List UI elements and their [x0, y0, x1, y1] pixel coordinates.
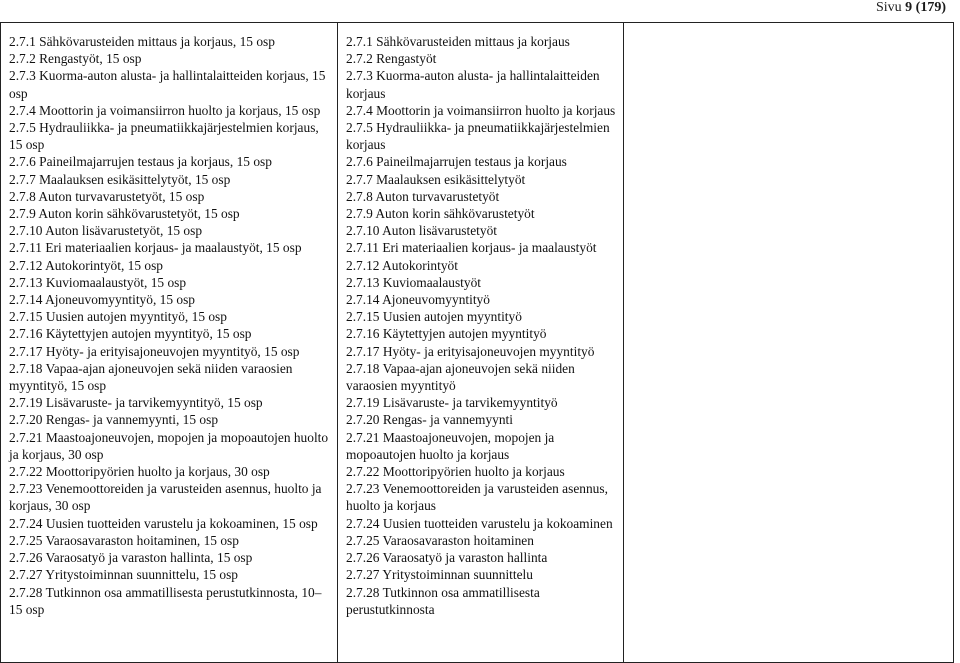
list-item: 2.7.7 Maalauksen esikäsittelytyöt, 15 osp	[9, 171, 231, 187]
list-item: 2.7.17 Hyöty- ja erityisajoneuvojen myyntityö	[346, 343, 595, 359]
list-item: 2.7.23 Venemoottoreiden ja varusteiden asennus, huolto ja korjaus, 30 osp	[9, 481, 322, 514]
list-item: 2.7.27 Yritystoiminnan suunnittelu	[346, 567, 533, 583]
list-item: 2.7.25 Varaosavaraston hoitaminen, 15 osp	[9, 532, 239, 548]
list-item: 2.7.19 Lisävaruste- ja tarvikemyyntityö, 15 osp	[9, 395, 263, 411]
empty-column	[624, 23, 953, 662]
list-item: 2.7.19 Lisävaruste- ja tarvikemyyntityö	[346, 395, 558, 411]
list-item: 2.7.14 Ajoneuvomyyntityö, 15 osp	[9, 292, 195, 308]
list-item: 2.7.24 Uusien tuotteiden varustelu ja kokoaminen	[346, 515, 613, 531]
list-item: 2.7.9 Auton korin sähkövarustetyöt, 15 osp	[9, 206, 240, 222]
list-item: 2.7.1 Sähkövarusteiden mittaus ja korjaus, 15 osp	[9, 34, 275, 49]
list-item: 2.7.26 Varaosatyö ja varaston hallinta	[346, 550, 548, 566]
page-number: 9	[905, 0, 913, 15]
right-column-list	[338, 23, 624, 662]
list-item: 2.7.13 Kuviomaalaustyöt	[346, 274, 482, 290]
list-item: 2.7.5 Hydrauliikka- ja pneumatiikkajärjestelmien korjaus	[346, 120, 610, 153]
list-item: 2.7.11 Eri materiaalien korjaus- ja maalaustyöt, 15 osp	[9, 240, 302, 256]
list-item: 2.7.21 Maastoajoneuvojen, mopojen ja mopoautojen huolto ja korjaus, 30 osp	[9, 429, 329, 462]
list-item: 2.7.18 Vapaa-ajan ajoneuvojen sekä niiden varaosien myyntityö, 15 osp	[9, 360, 293, 394]
list-item: 2.7.16 Käytettyjen autojen myyntityö	[346, 326, 547, 342]
list-item: 2.7.22 Moottoripyörien huolto ja korjaus	[346, 464, 565, 480]
list-item: 2.7.28 Tutkinnon osa ammatillisesta perustutkinnosta	[346, 584, 540, 617]
page-label: Sivu	[875, 0, 906, 15]
list-item: 2.7.21 Maastoajoneuvojen, mopojen ja mopoautojen huolto ja korjaus	[346, 429, 555, 462]
list-item: 2.7.20 Rengas- ja vannemyynti, 15 osp	[9, 412, 219, 428]
list-item: 2.7.28 Tutkinnon osa ammatillisesta perustutkinnosta, 10–15 osp	[9, 584, 322, 617]
list-item: 2.7.23 Venemoottoreiden ja varusteiden asennus, huolto ja korjaus	[346, 481, 608, 514]
list-item: 2.7.17 Hyöty- ja erityisajoneuvojen myyntityö, 15 osp	[9, 343, 300, 359]
list-item: 2.7.9 Auton korin sähkövarustetyöt	[346, 206, 535, 222]
list-item: 2.7.10 Auton lisävarustetyöt	[346, 223, 498, 239]
list-item: 2.7.26 Varaosatyö ja varaston hallinta, 15 osp	[9, 550, 253, 566]
list-item: 2.7.27 Yritystoiminnan suunnittelu, 15 osp	[9, 567, 239, 583]
list-item: 2.7.12 Autokorintyöt	[346, 257, 458, 273]
list-item: 2.7.7 Maalauksen esikäsittelytyöt	[346, 171, 526, 187]
list-item: 2.7.15 Uusien autojen myyntityö	[346, 309, 522, 325]
list-item: 2.7.3 Kuorma-auton alusta- ja hallintalaitteiden korjaus, 15 osp	[9, 68, 326, 101]
list-item: 2.7.4 Moottorin ja voimansiirron huolto ja korjaus, 15 osp	[9, 102, 321, 118]
list-item: 2.7.20 Rengas- ja vannemyynti	[346, 412, 513, 428]
list-item: 2.7.24 Uusien tuotteiden varustelu ja kokoaminen, 15 osp	[9, 515, 318, 531]
list-item: 2.7.15 Uusien autojen myyntityö, 15 osp	[9, 309, 227, 325]
list-item: 2.7.13 Kuviomaalaustyöt, 15 osp	[9, 274, 187, 290]
list-item: 2.7.2 Rengastyöt, 15 osp	[9, 51, 142, 67]
list-item: 2.7.16 Käytettyjen autojen myyntityö, 15 osp	[9, 326, 252, 342]
list-item: 2.7.25 Varaosavaraston hoitaminen	[346, 532, 534, 548]
list-item: 2.7.4 Moottorin ja voimansiirron huolto ja korjaus	[346, 102, 616, 118]
list-item: 2.7.8 Auton turvavarustetyöt, 15 osp	[9, 188, 205, 204]
list-item: 2.7.3 Kuorma-auton alusta- ja hallintalaitteiden korjaus	[346, 68, 600, 101]
page-number-header	[876, 0, 946, 16]
list-item: 2.7.11 Eri materiaalien korjaus- ja maalaustyöt	[346, 240, 597, 256]
page-total: (179)	[915, 0, 946, 15]
qualification-comparison-table	[0, 22, 954, 663]
list-item: 2.7.6 Paineilmajarrujen testaus ja korjaus, 15 osp	[9, 154, 272, 170]
list-item: 2.7.10 Auton lisävarustetyöt, 15 osp	[9, 223, 203, 239]
list-item: 2.7.5 Hydrauliikka- ja pneumatiikkajärjestelmien korjaus, 15 osp	[9, 120, 319, 153]
list-item: 2.7.18 Vapaa-ajan ajoneuvojen sekä niiden varaosien myyntityö	[346, 360, 575, 394]
list-item: 2.7.22 Moottoripyörien huolto ja korjaus, 30 osp	[9, 464, 270, 480]
list-item: 2.7.6 Paineilmajarrujen testaus ja korjaus	[346, 154, 567, 170]
list-item: 2.7.12 Autokorintyöt, 15 osp	[9, 257, 163, 273]
left-column-list	[1, 23, 338, 662]
list-item: 2.7.8 Auton turvavarustetyöt	[346, 188, 500, 204]
list-item: 2.7.2 Rengastyöt	[346, 51, 437, 67]
list-item: 2.7.1 Sähkövarusteiden mittaus ja korjaus	[346, 34, 570, 49]
list-item: 2.7.14 Ajoneuvomyyntityö	[346, 292, 490, 308]
